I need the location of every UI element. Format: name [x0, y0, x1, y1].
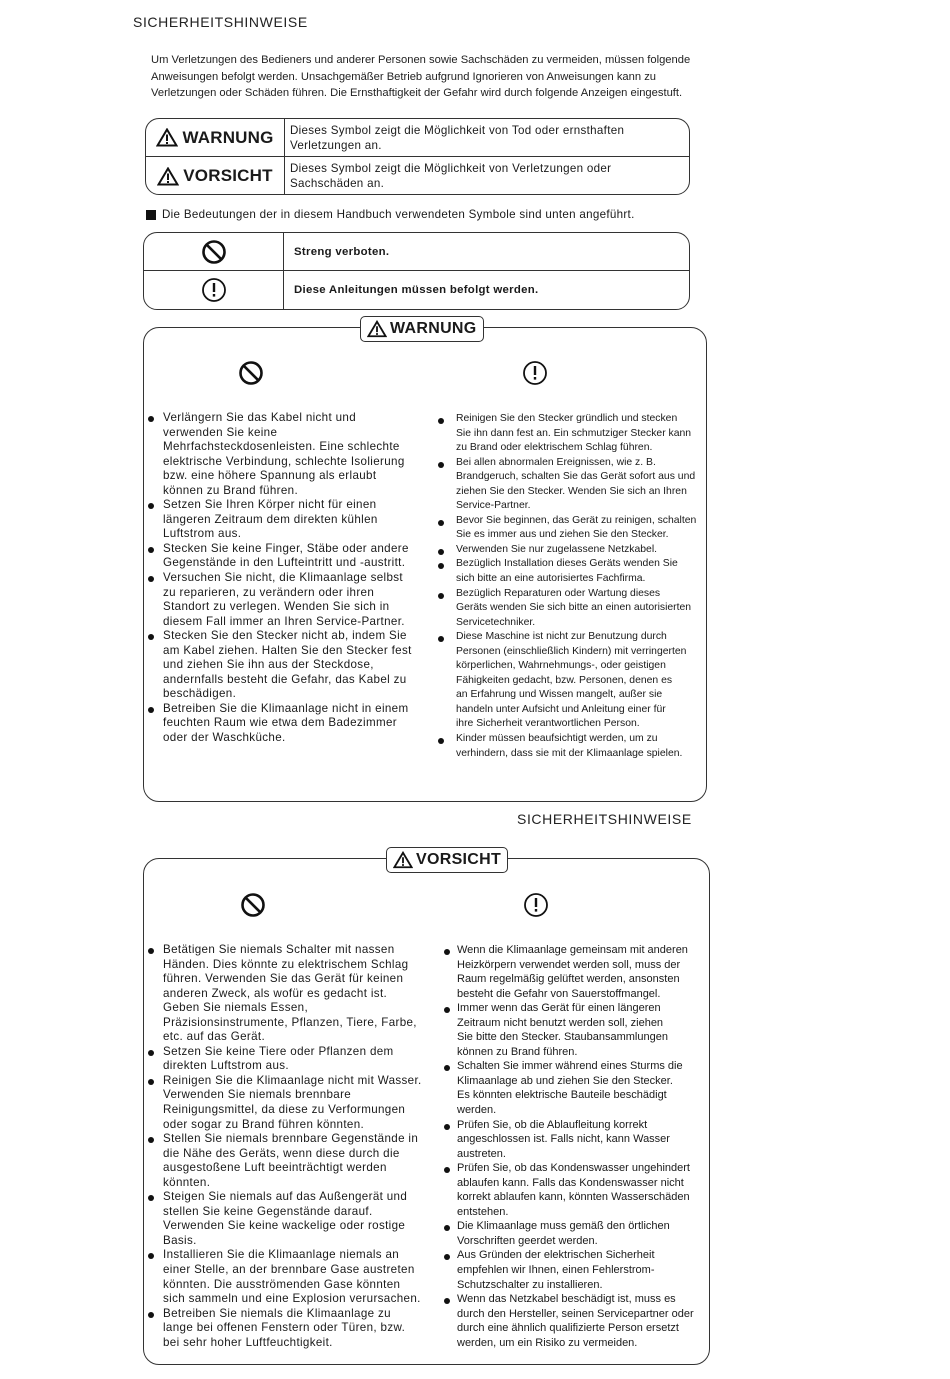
symbol-row-mandatory	[144, 271, 689, 309]
list-item: Prüfen Sie, ob das Kondenswasser ungehindert ablaufen kann. Falls das Kondenswasser nicht korrekt ablaufen kann, könnten Wasserschäden entstehen.	[444, 1161, 709, 1219]
list-item: Wenn die Klimaanlage gemeinsam mit anderen Heizkörpern verwendet werden soll, muss der Raum regelmäßig gelüftet werden, ansonsten besteht die Gefahr von Sauerstoffmangel.	[444, 943, 709, 1001]
list-item: Betätigen Sie niemals Schalter mit nassen Händen. Dies könnte zu elektrischem Schlag führen. Verwenden Sie das Gerät für keinen anderen Zweck, als wofür es gedacht ist. Geben Sie niemals Essen, Präzisionsinstrumente, Pflanzen, Tiere, Farbe, etc. auf das Gerät.	[148, 943, 438, 1045]
symbol-row-prohibited	[144, 233, 689, 271]
list-item: Steigen Sie niemals auf das Außengerät und stellen Sie keine Gegenstände darauf. Verwenden Sie keine wackelige oder rostige Basis.	[148, 1190, 438, 1248]
symbol-description: Diese Anleitungen müssen befolgt werden.	[294, 284, 539, 296]
list-item: Stellen Sie niemals brennbare Gegenstände in die Nähe des Geräts, wenn diese durch die ausgestoßene Luft beeinträchtigt werden könnten.	[148, 1132, 438, 1190]
signal-label-cell	[146, 119, 285, 156]
list-item: Bei allen abnormalen Ereignissen, wie z. B. Brandgeruch, schalten Sie das Gerät sofort aus und ziehen Sie den Stecker. Wenden Sie sich an Ihren Service-Partner.	[438, 456, 706, 514]
symbols-note	[146, 208, 635, 221]
signal-label: VORSICHT	[183, 166, 273, 185]
list-item: Aus Gründen der elektrischen Sicherheit empfehlen wir Ihnen, einen Fehlerstrom- Schutzschalter zu installieren.	[444, 1248, 709, 1292]
list-item: Stecken Sie keine Finger, Stäbe oder andere Gegenstände in den Lufteintritt und -austritt.	[148, 542, 433, 571]
warnung-prohibited-list	[148, 411, 433, 746]
list-item: Diese Maschine ist nicht zur Benutzung durch Personen (einschließlich Kindern) mit verringerten körperlichen, Wahrnehmungs-, oder geistigen Fähigkeiten gedacht, bzw. Personen, denen es an Erfahrung und Wissen mangelt, außer sie handeln unter Aufsicht und Anleitung einer für ihre Sicherheit verantwortlichen Person.	[438, 630, 706, 732]
list-item: Wenn das Netzkabel beschädigt ist, muss es durch den Hersteller, seinen Servicepartner oder durch eine ähnlich qualifizierte Person ersetzt werden, um ein Risiko zu vermeiden.	[444, 1292, 709, 1350]
warning-triangle-icon	[393, 851, 413, 869]
list-item: Schalten Sie immer während eines Sturms die Klimaanlage ab und ziehen Sie den Stecker. Es könnten elektrische Bauteile beschädigt werden.	[444, 1059, 709, 1117]
symbol-icon-cell	[144, 233, 284, 270]
list-item: Verlängern Sie das Kabel nicht und verwenden Sie keine Mehrfachsteckdosenleisten. Eine schlechte elektrische Verbindung, schlechte Isolierung bzw. eine höhere Spannung als erlaubt können zu Brand führen.	[148, 411, 433, 498]
list-item: Betreiben Sie die Klimaanlage nicht in einem feuchten Raum wie etwa dem Badezimmer oder der Waschküche.	[148, 702, 433, 746]
list-item: Installieren Sie die Klimaanlage niemals an einer Stelle, an der brennbare Gase austreten könnten. Die ausströmenden Gase könnten sich sammeln und eine Explosion verursachen.	[148, 1248, 438, 1306]
vorsicht-mandatory-list	[444, 943, 709, 1350]
vorsicht-prohibited-list	[148, 943, 438, 1350]
symbol-table	[143, 232, 690, 310]
symbol-description: Streng verboten.	[294, 245, 390, 258]
list-item: Immer wenn das Gerät für einen längeren Zeitraum nicht benutzt werden soll, ziehen Sie bitte den Stecker. Staubansammlungen können zu Brand führen.	[444, 1001, 709, 1059]
intro-paragraph: Um Verletzungen des Bedieners und anderer Personen sowie Sachschäden zu vermeiden, müssen folgende Anweisungen befolgt werden. Unsachgemäßer Betrieb aufgrund Ignorieren von Anweisungen kann zu Verletzungen oder Schäden führen. Die Ernsthaftigkeit der Gefahr wird durch folgende Anzeigen eingestuft.	[151, 54, 691, 99]
mandatory-icon	[523, 892, 549, 918]
warning-triangle-icon	[367, 320, 387, 338]
vorsicht-box-title	[386, 847, 508, 873]
list-item: Kinder müssen beaufsichtigt werden, um zu verhindern, dass sie mit der Klimaanlage spielen.	[438, 732, 706, 761]
warning-triangle-icon	[156, 128, 178, 147]
prohibited-icon	[240, 892, 266, 918]
list-item: Die Klimaanlage muss gemäß den örtlichen Vorschriften geerdet werden.	[444, 1219, 709, 1248]
vorsicht-title-text: VORSICHT	[416, 851, 502, 868]
warnung-mandatory-list	[438, 412, 706, 761]
signal-description: Dieses Symbol zeigt die Möglichkeit von Tod oder ernsthaften Verletzungen an.	[290, 124, 625, 152]
signal-word-table	[145, 118, 690, 195]
list-item: Reinigen Sie den Stecker gründlich und stecken Sie ihn dann fest an. Ein schmutziger Stecker kann zu Brand oder elektrischem Schlag führen.	[438, 412, 706, 456]
list-item: Betreiben Sie niemals die Klimaanlage zu lange bei offenen Fenstern oder Türen, bzw. bei sehr hoher Luftfeuchtigkeit.	[148, 1307, 438, 1351]
list-item: Versuchen Sie nicht, die Klimaanlage selbst zu reparieren, zu verändern oder ihren Standort zu verlegen. Wenden Sie sich in diesem Fall immer an Ihren Service-Partner.	[148, 571, 433, 629]
list-item: Setzen Sie keine Tiere oder Pflanzen dem direkten Luftstrom aus.	[148, 1045, 438, 1074]
mandatory-icon	[201, 277, 227, 303]
page-header: SICHERHEITSHINWEISE	[133, 14, 308, 30]
warnung-box-title	[360, 316, 484, 342]
prohibited-icon	[238, 360, 264, 386]
list-item: Bezüglich Reparaturen oder Wartung dieses Geräts wenden Sie sich bitte an einen autorisierten Servicetechniker.	[438, 587, 706, 631]
warnung-title-text: WARNUNG	[390, 320, 477, 337]
list-item: Prüfen Sie, ob die Ablaufleitung korrekt angeschlossen ist. Falls nicht, kann Wasser austreten.	[444, 1118, 709, 1162]
list-item: Stecken Sie den Stecker nicht ab, indem Sie am Kabel ziehen. Halten Sie den Stecker fest und ziehen Sie ihn aus der Steckdose, andernfalls besteht die Gefahr, das Kabel zu beschädigen.	[148, 629, 433, 702]
prohibited-icon	[201, 239, 227, 265]
signal-label: WARNUNG	[182, 127, 274, 147]
symbols-note-text: Die Bedeutungen der in diesem Handbuch verwendeten Symbole sind unten angeführt.	[162, 208, 635, 221]
list-item: Reinigen Sie die Klimaanlage nicht mit Wasser. Verwenden Sie niemals brennbare Reinigungsmittel, da diese zu Verformungen oder sogar zu Brand führen könnten.	[148, 1074, 438, 1132]
signal-description: Dieses Symbol zeigt die Möglichkeit von Verletzungen oder Sachschäden an.	[290, 162, 612, 190]
page-header: SICHERHEITSHINWEISE	[517, 811, 692, 827]
mandatory-icon	[522, 360, 548, 386]
list-item: Setzen Sie Ihren Körper nicht für einen längeren Zeitraum dem direkten kühlen Luftstrom aus.	[148, 498, 433, 542]
symbol-icon-cell	[144, 271, 284, 309]
signal-row-vorsicht	[146, 157, 689, 195]
list-item: Verwenden Sie nur zugelassene Netzkabel.	[438, 543, 706, 558]
square-bullet-icon	[146, 210, 156, 220]
warning-triangle-icon	[157, 167, 179, 186]
list-item: Bevor Sie beginnen, das Gerät zu reinigen, schalten Sie es immer aus und ziehen Sie den Stecker.	[438, 514, 706, 543]
signal-row-warnung	[146, 119, 689, 157]
list-item: Bezüglich Installation dieses Geräts wenden Sie sich bitte an eine autorisiertes Fachfirma.	[438, 557, 706, 586]
signal-label-cell	[146, 157, 285, 195]
